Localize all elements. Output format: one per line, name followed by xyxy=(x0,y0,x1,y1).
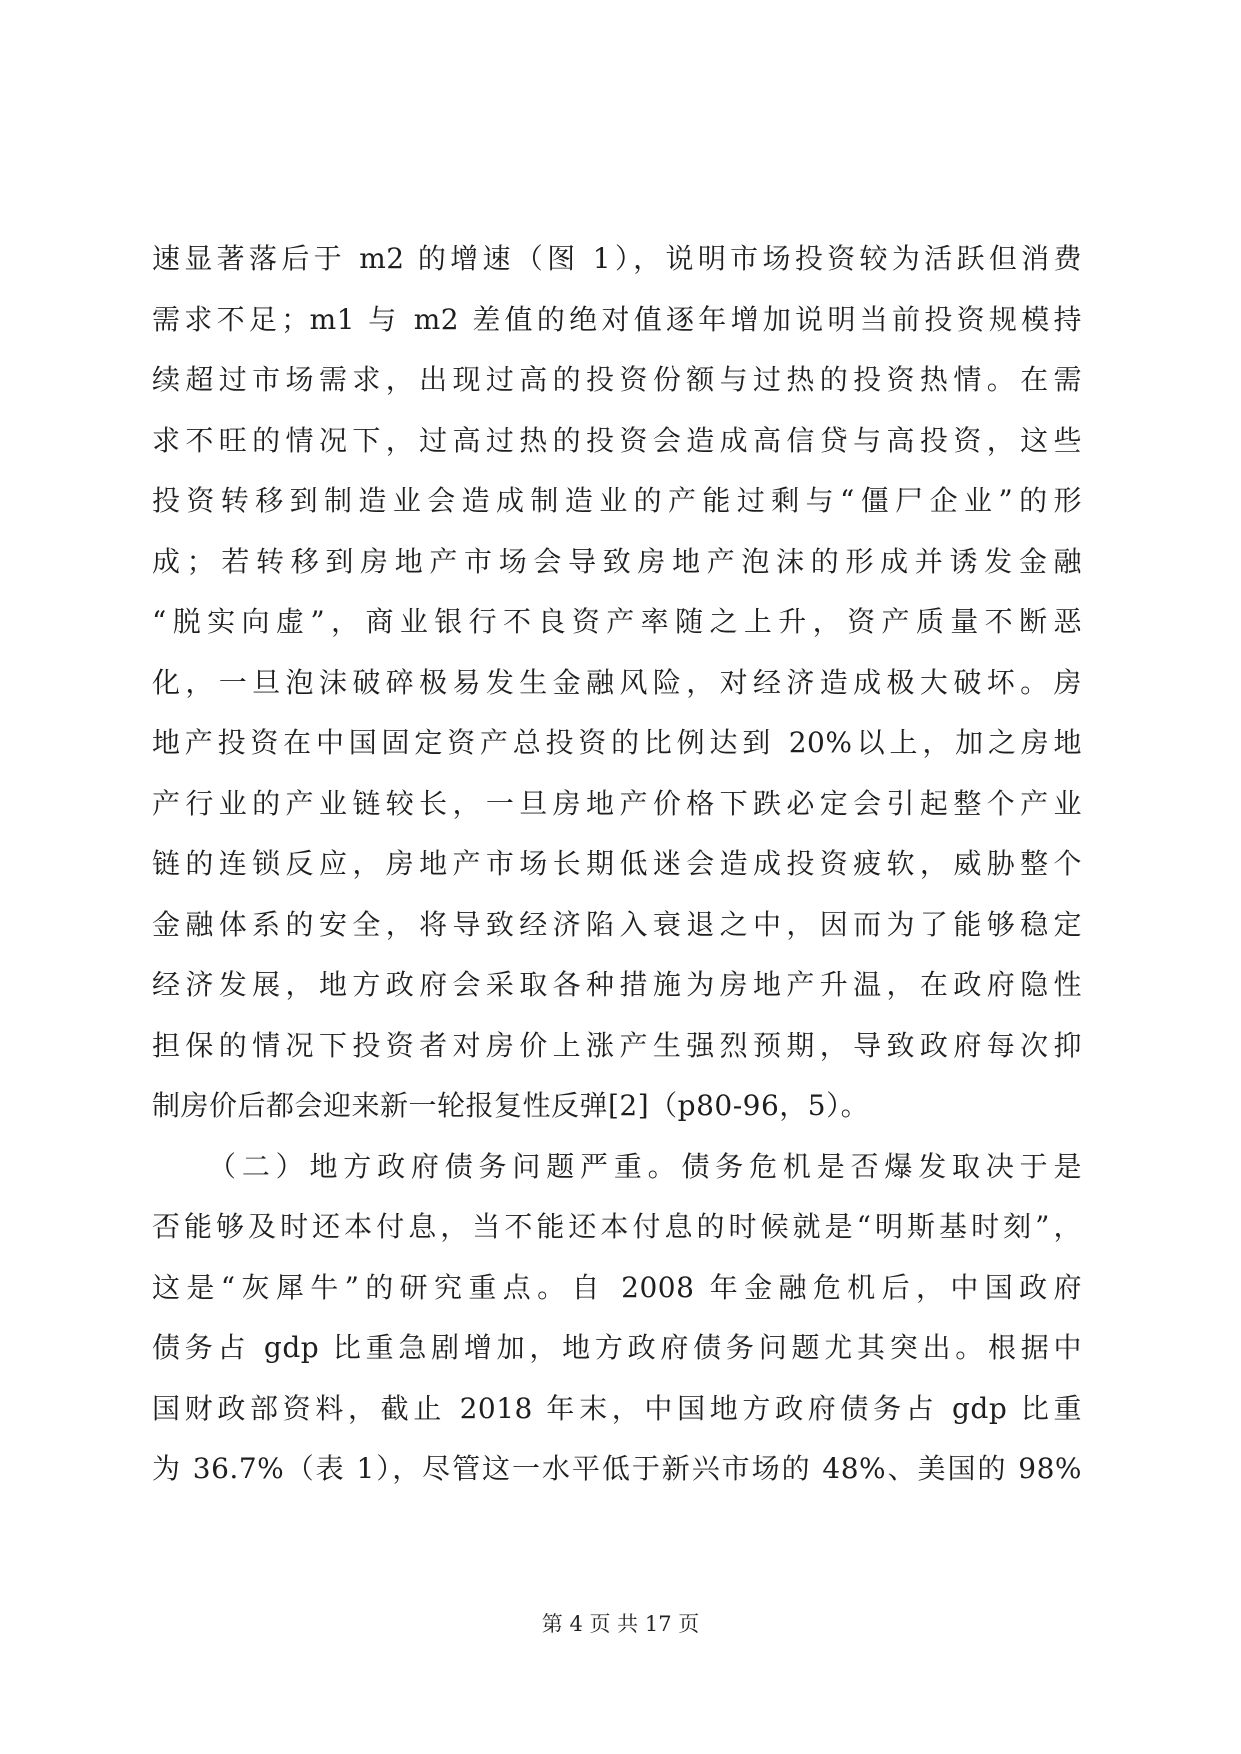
text-line: 经济发展，地方政府会采取各种措施为房地产升温，在政府隐性 xyxy=(152,968,1082,1001)
text-line: 国财政部资料，截止 2018 年末，中国地方政府债务占 gdp 比重 xyxy=(152,1391,1082,1425)
body-text xyxy=(152,229,1082,1500)
text-line: （二）地方政府债务问题严重。债务危机是否爆发取决于是 xyxy=(208,1149,1082,1183)
text-line: 成；若转移到房地产市场会导致房地产泡沫的形成并诱发金融 xyxy=(152,544,1082,578)
text-line: “脱实向虚”，商业银行不良资产率随之上升，资产质量不断恶 xyxy=(152,605,1082,638)
text-line: 投资转移到制造业会造成制造业的产能过剩与“僵尸企业”的形 xyxy=(152,484,1082,517)
text-line: 为 36.7%（表 1），尽管这一水平低于新兴市场的 48%、美国的 98% xyxy=(152,1452,1082,1485)
text-line: 担保的情况下投资者对房价上涨产生强烈预期，导致政府每次抑 xyxy=(152,1028,1082,1062)
page-number-footer: 第 4 页 共 17 页 xyxy=(541,1612,700,1636)
text-line: 制房价后都会迎来新一轮报复性反弹[2]（p80-96，5）。 xyxy=(152,1089,870,1122)
text-line: 链的连锁反应，房地产市场长期低迷会造成投资疲软，威胁整个 xyxy=(152,847,1082,880)
text-line: 需求不足；m1 与 m2 差值的绝对值逐年增加说明当前投资规模持 xyxy=(152,302,1082,336)
text-line: 速显著落后于 m2 的增速（图 1），说明市场投资较为活跃但消费 xyxy=(152,242,1082,275)
text-line: 金融体系的安全，将导致经济陷入衰退之中，因而为了能够稳定 xyxy=(152,907,1082,941)
text-line: 续超过市场需求，出现过高的投资份额与过热的投资热情。在需 xyxy=(152,363,1082,396)
text-line: 这是“灰犀牛”的研究重点。自 2008 年金融危机后，中国政府 xyxy=(152,1270,1082,1304)
text-line: 求不旺的情况下，过高过热的投资会造成高信贷与高投资，这些 xyxy=(152,423,1082,457)
text-line: 否能够及时还本付息，当不能还本付息的时候就是“明斯基时刻”， xyxy=(152,1210,1082,1243)
text-line: 地产投资在中国固定资产总投资的比例达到 20%以上，加之房地 xyxy=(152,726,1082,759)
text-line: 产行业的产业链较长，一旦房地产价格下跌必定会引起整个产业 xyxy=(152,786,1082,820)
text-line: 化，一旦泡沫破碎极易发生金融风险，对经济造成极大破坏。房 xyxy=(152,665,1082,699)
text-line: 债务占 gdp 比重急剧增加，地方政府债务问题尤其突出。根据中 xyxy=(152,1331,1082,1364)
